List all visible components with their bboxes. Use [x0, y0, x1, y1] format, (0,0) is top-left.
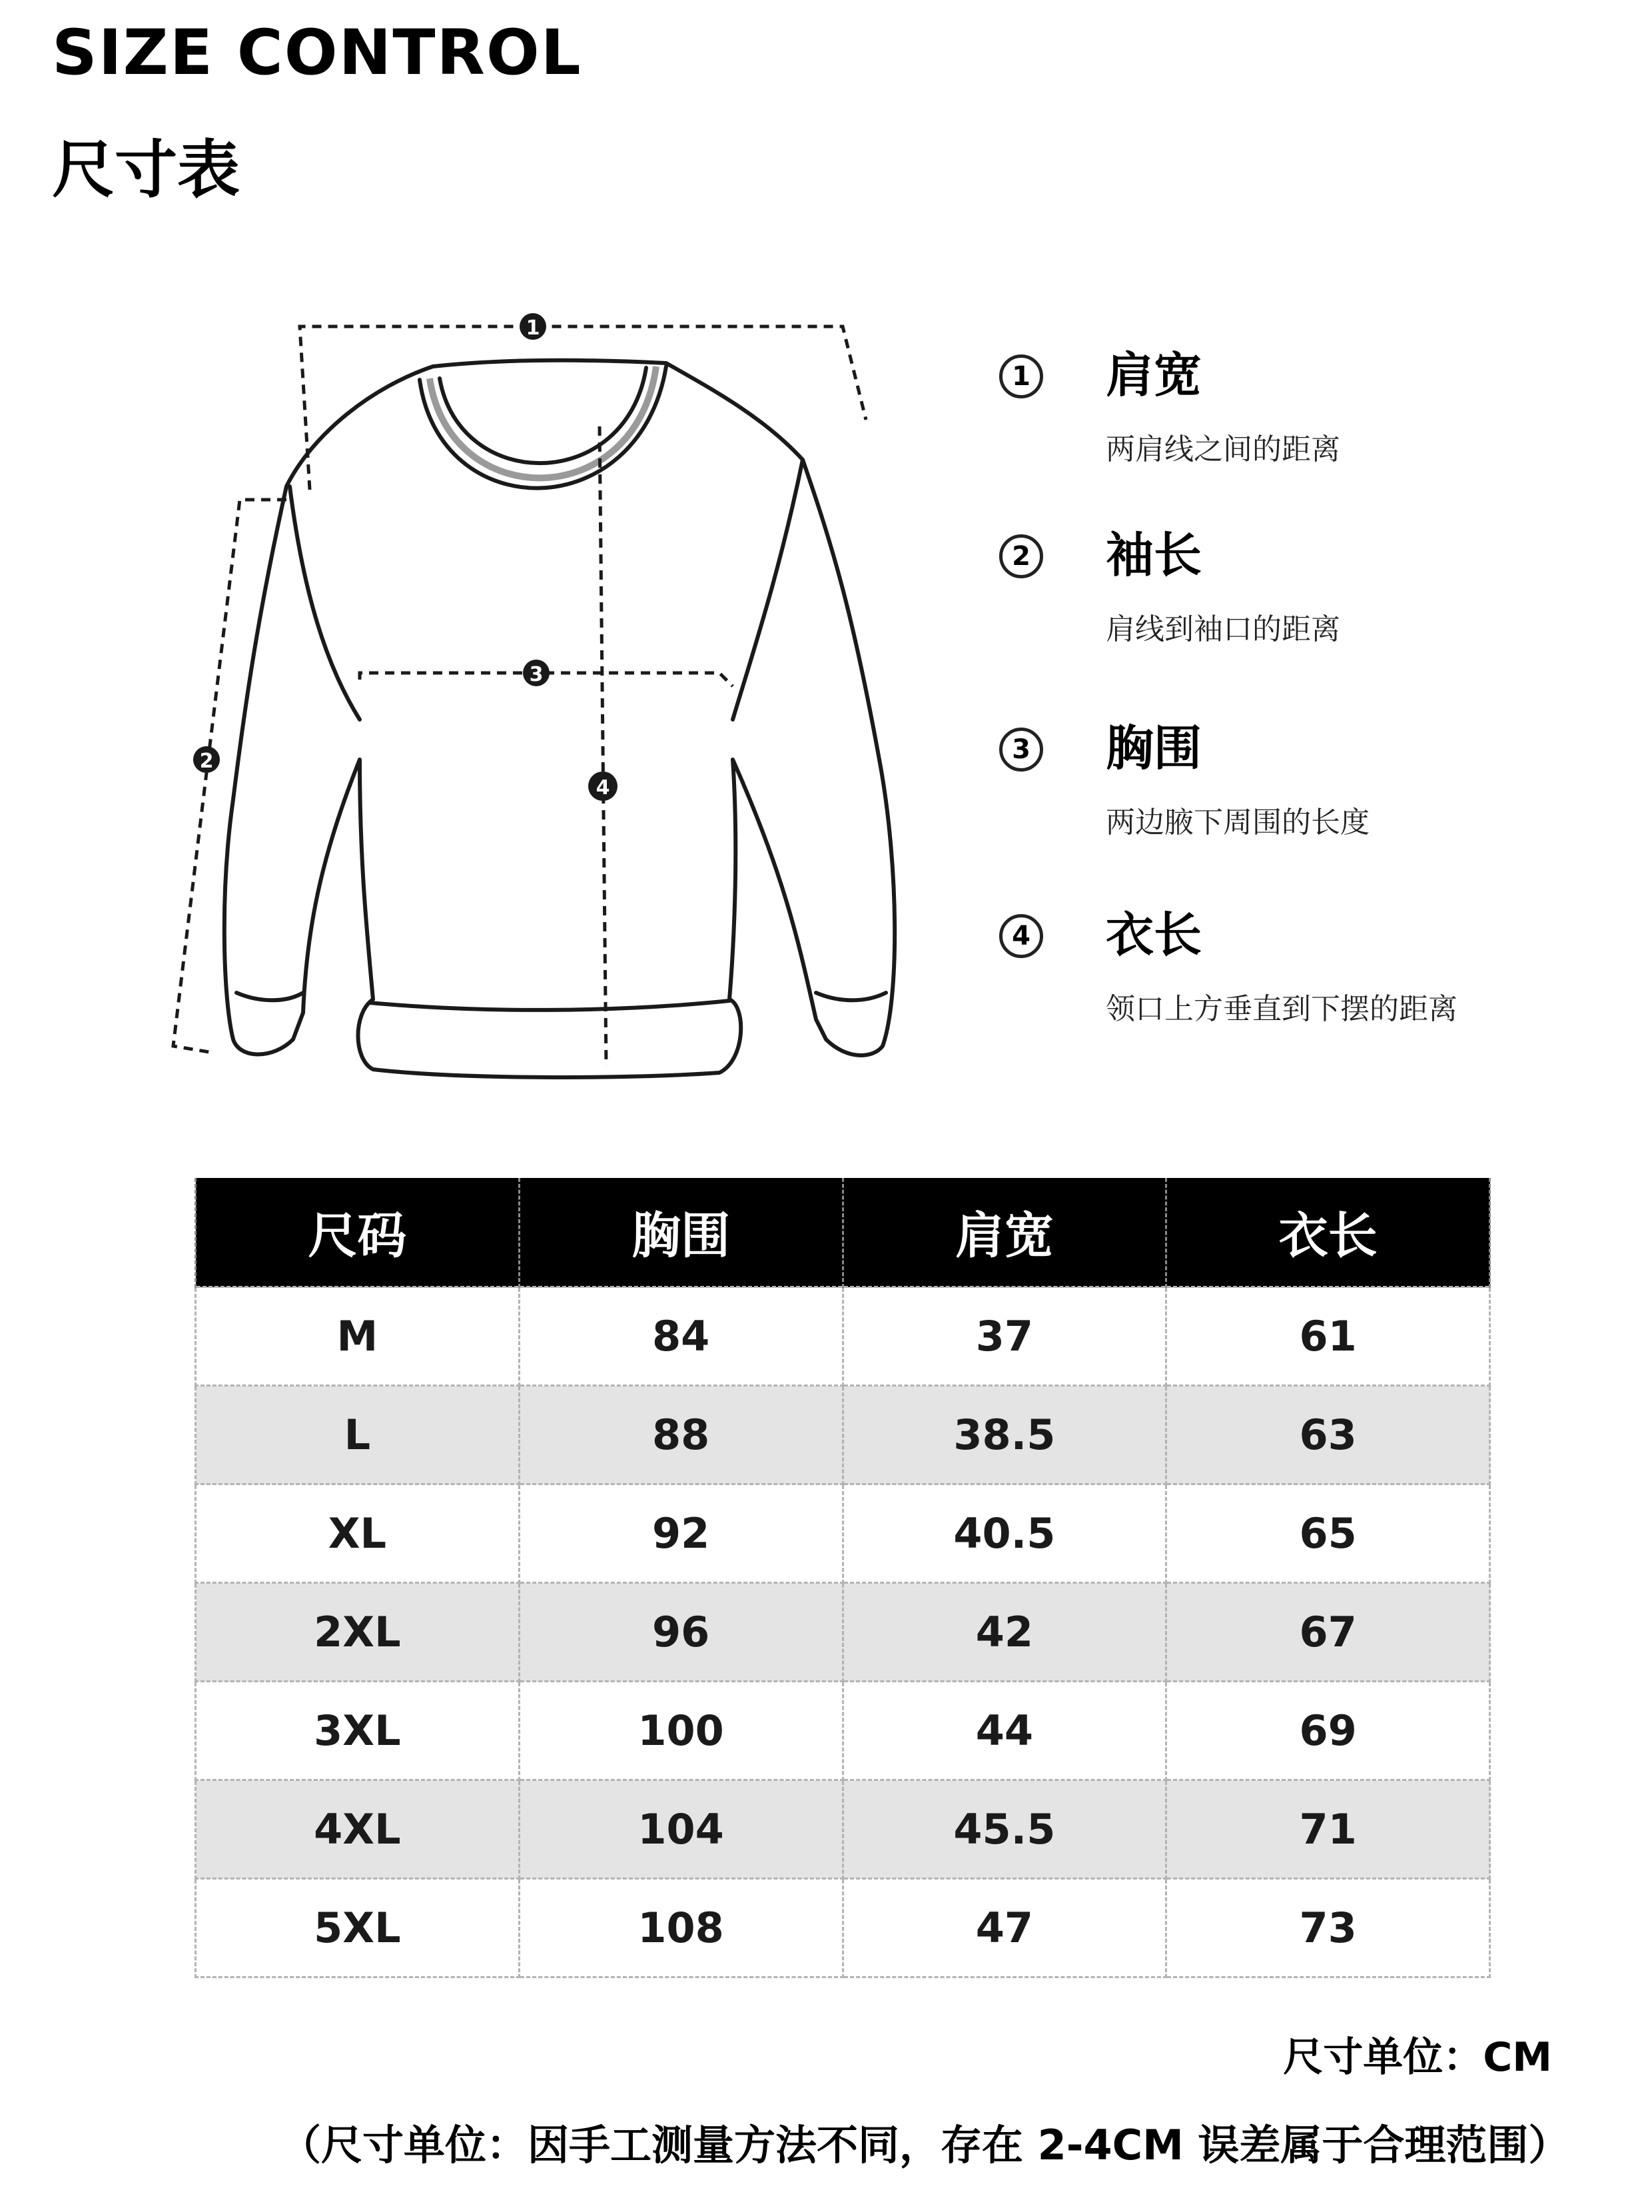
marker-3-label: 3 [529, 663, 544, 686]
legend-name-length: 衣长 [1106, 907, 1202, 963]
collar-outer [420, 366, 666, 488]
right-cuff-line [816, 993, 886, 1000]
garment-outline [224, 360, 895, 1077]
legend-desc-sleeve: 肩线到袖口的距离 [1106, 612, 1340, 646]
legend-desc-chest: 两边腋下周围的长度 [1106, 806, 1370, 839]
legend-marker-3: 3 [999, 728, 1043, 772]
cell-length: 71 [1166, 1780, 1490, 1879]
marker-2-label: 2 [199, 750, 214, 773]
table-row [196, 1780, 1490, 1879]
cell-size: 3XL [196, 1682, 520, 1780]
cell-length: 69 [1166, 1682, 1490, 1780]
cell-chest: 100 [519, 1682, 843, 1780]
cell-shoulder: 42 [843, 1583, 1166, 1682]
cell-length: 73 [1166, 1879, 1490, 1977]
measure-markers [193, 313, 618, 801]
cell-size: XL [196, 1484, 520, 1583]
cell-size: 2XL [196, 1583, 520, 1682]
sleeve-measure-line [173, 500, 286, 1053]
sweatshirt-diagram [160, 293, 919, 1119]
table-row [196, 1484, 1490, 1583]
cell-length: 67 [1166, 1583, 1490, 1682]
cell-chest: 92 [519, 1484, 843, 1583]
marker-4-label: 4 [596, 776, 610, 800]
cell-size: L [196, 1386, 520, 1484]
cell-length: 61 [1166, 1287, 1490, 1386]
cell-shoulder: 45.5 [843, 1780, 1166, 1879]
table-row [196, 1287, 1490, 1386]
cell-size: M [196, 1287, 520, 1386]
size-table [195, 1178, 1491, 1978]
cell-shoulder: 44 [843, 1682, 1166, 1780]
cell-length: 65 [1166, 1484, 1490, 1583]
header-length: 衣长 [1166, 1178, 1490, 1287]
cell-size: 5XL [196, 1879, 520, 1977]
table-row [196, 1583, 1490, 1682]
cell-shoulder: 47 [843, 1879, 1166, 1977]
header-shoulder: 肩宽 [843, 1178, 1166, 1287]
cell-chest: 104 [519, 1780, 843, 1879]
cell-chest: 96 [519, 1583, 843, 1682]
table-row [196, 1879, 1490, 1977]
measurement-error-note: （尺寸单位：因手工测量方法不同，存在 2-4CM 误差属于合理范围） [280, 2121, 1570, 2169]
table-header-row [196, 1178, 1490, 1287]
unit-note: 尺寸单位：CM [1283, 2034, 1552, 2081]
legend-marker-2: 2 [999, 534, 1043, 578]
shoulder-measure-line [300, 326, 866, 490]
hem-line [370, 1001, 729, 1010]
header-size: 尺码 [196, 1178, 520, 1287]
right-shoulder-seam [733, 460, 803, 720]
page-title-english: SIZE CONTROL [52, 17, 582, 89]
cell-length: 63 [1166, 1386, 1490, 1484]
legend-name-shoulder: 肩宽 [1106, 347, 1202, 403]
header-chest: 胸围 [519, 1178, 843, 1287]
cell-shoulder: 38.5 [843, 1386, 1166, 1484]
left-cuff-line [236, 993, 303, 1000]
cell-shoulder: 37 [843, 1287, 1166, 1386]
left-shoulder-seam [290, 486, 360, 720]
legend-marker-1: 1 [999, 354, 1043, 398]
cell-chest: 84 [519, 1287, 843, 1386]
cell-chest: 108 [519, 1879, 843, 1977]
table-row [196, 1682, 1490, 1780]
legend-name-chest: 胸围 [1106, 720, 1202, 776]
table-row [196, 1386, 1490, 1484]
marker-1-label: 1 [526, 316, 540, 340]
legend-name-sleeve: 袖长 [1106, 527, 1202, 583]
cell-shoulder: 40.5 [843, 1484, 1166, 1583]
length-measure-line [600, 426, 606, 1066]
legend-desc-length: 领口上方垂直到下摆的距离 [1106, 992, 1457, 1026]
page-title-chinese: 尺寸表 [52, 134, 240, 207]
cell-chest: 88 [519, 1386, 843, 1484]
cell-size: 4XL [196, 1780, 520, 1879]
legend-marker-4: 4 [999, 914, 1043, 958]
legend-desc-shoulder: 两肩线之间的距离 [1106, 432, 1340, 466]
